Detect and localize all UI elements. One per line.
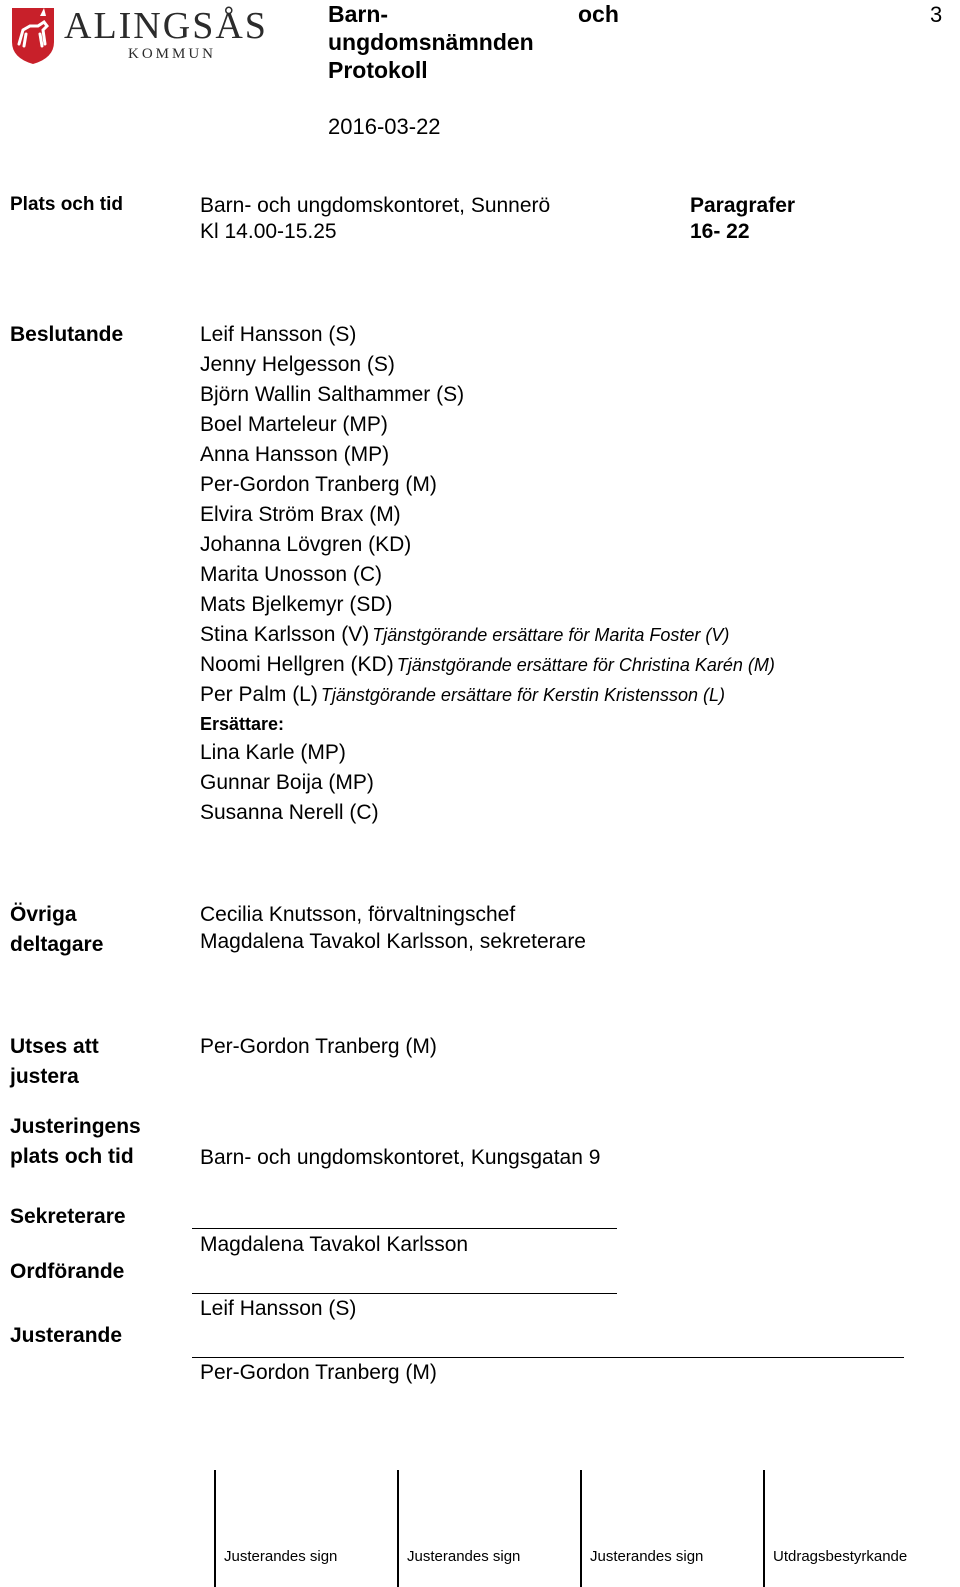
meeting-time: Kl 14.00-15.25 <box>200 220 337 243</box>
adjustment-place: Barn- och ungdomskontoret, Kungsgatan 9 <box>200 1146 601 1169</box>
member-name: Per-Gordon Tranberg (M) <box>200 473 437 496</box>
chair-label: Ordförande <box>10 1260 125 1283</box>
paragraphs-range: 16- 22 <box>690 220 750 243</box>
footer-divider <box>397 1470 399 1587</box>
secretary-name: Magdalena Tavakol Karlsson <box>200 1233 469 1256</box>
member-name: Björn Wallin Salthammer (S) <box>200 383 465 406</box>
member-name: Stina Karlsson (V) <box>200 623 370 646</box>
member-row <box>200 620 775 650</box>
others-label-line2: deltagare <box>10 933 104 956</box>
member-name: Elvira Ström Brax (M) <box>200 503 401 526</box>
logo-sub: KOMMUN <box>128 46 217 62</box>
member-name: Per Palm (L) <box>200 683 318 706</box>
member-row <box>200 680 775 710</box>
title-line3: Protokoll <box>328 57 428 83</box>
title-line2: ungdomsnämnden <box>328 29 534 55</box>
others-label-line1: Övriga <box>10 903 77 926</box>
member-note: Tjänstgörande ersättare för Marita Foster (V) <box>372 625 730 645</box>
adjuster-label-line2: justera <box>10 1065 79 1088</box>
member-row <box>200 470 775 500</box>
protocol-date: 2016-03-22 <box>328 114 441 139</box>
meeting-place: Barn- och ungdomskontoret, Sunnerö <box>200 194 551 217</box>
member-row <box>200 530 775 560</box>
footer-divider <box>214 1470 216 1587</box>
other-participant: Magdalena Tavakol Karlsson, sekreterare <box>200 930 586 953</box>
title-line1: Barn- <box>328 1 389 27</box>
member-row <box>200 350 775 380</box>
other-participant: Cecilia Knutsson, förvaltningschef <box>200 903 516 926</box>
footer-sign-label: Justerandes sign <box>224 1548 338 1565</box>
member-name: Leif Hansson (S) <box>200 323 357 346</box>
member-row <box>200 500 775 530</box>
substitute-row: Gunnar Boija (MP) <box>200 771 374 794</box>
substitute-row: Susanna Nerell (C) <box>200 801 379 824</box>
footer-divider <box>763 1470 765 1587</box>
member-note: Tjänstgörande ersättare för Christina Karén (M) <box>396 655 775 675</box>
adjuster-sign-name: Per-Gordon Tranberg (M) <box>200 1361 437 1384</box>
alingsas-kommun-logo <box>10 4 290 66</box>
member-row <box>200 650 775 680</box>
member-name: Anna Hansson (MP) <box>200 443 390 466</box>
substitutes-label: Ersättare: <box>200 714 285 734</box>
member-row <box>200 590 775 620</box>
adjuster-name: Per-Gordon Tranberg (M) <box>200 1035 437 1058</box>
place-label: Plats och tid <box>10 194 123 215</box>
paragraphs-label: Paragrafer <box>690 194 796 217</box>
member-row <box>200 560 775 590</box>
member-name: Johanna Lövgren (KD) <box>200 533 412 556</box>
footer-sign-label: Utdragsbestyrkande <box>773 1548 908 1565</box>
adjustment-label-line2: plats och tid <box>10 1145 134 1168</box>
footer-sign-label: Justerandes sign <box>407 1548 521 1565</box>
page-number: 3 <box>930 2 943 27</box>
substitute-row: Lina Karle (MP) <box>200 741 346 764</box>
member-row <box>200 320 775 350</box>
member-name: Mats Bjelkemyr (SD) <box>200 593 393 616</box>
decision-makers-list <box>200 320 775 828</box>
decision-makers-label: Beslutande <box>10 323 124 346</box>
secretary-label: Sekreterare <box>10 1205 126 1228</box>
footer-sign-label: Justerandes sign <box>590 1548 704 1565</box>
adjuster-sign-label: Justerande <box>10 1324 123 1347</box>
member-name: Jenny Helgesson (S) <box>200 353 395 376</box>
member-row <box>200 410 775 440</box>
adjustment-label-line1: Justeringens <box>10 1115 141 1138</box>
secretary-signature-line <box>192 1228 617 1229</box>
member-note: Tjänstgörande ersättare för Kerstin Kristensson (L) <box>320 685 726 705</box>
adjuster-label-line1: Utses att <box>10 1035 99 1058</box>
title-line1-och: och <box>578 1 619 27</box>
member-name: Boel Marteleur (MP) <box>200 413 388 436</box>
member-row <box>200 380 775 410</box>
member-row <box>200 440 775 470</box>
chair-name: Leif Hansson (S) <box>200 1297 357 1320</box>
member-name: Marita Unosson (C) <box>200 563 383 586</box>
logo-name: ALINGSÅS <box>64 5 268 47</box>
member-name: Noomi Hellgren (KD) <box>200 653 394 676</box>
footer-divider <box>580 1470 582 1587</box>
